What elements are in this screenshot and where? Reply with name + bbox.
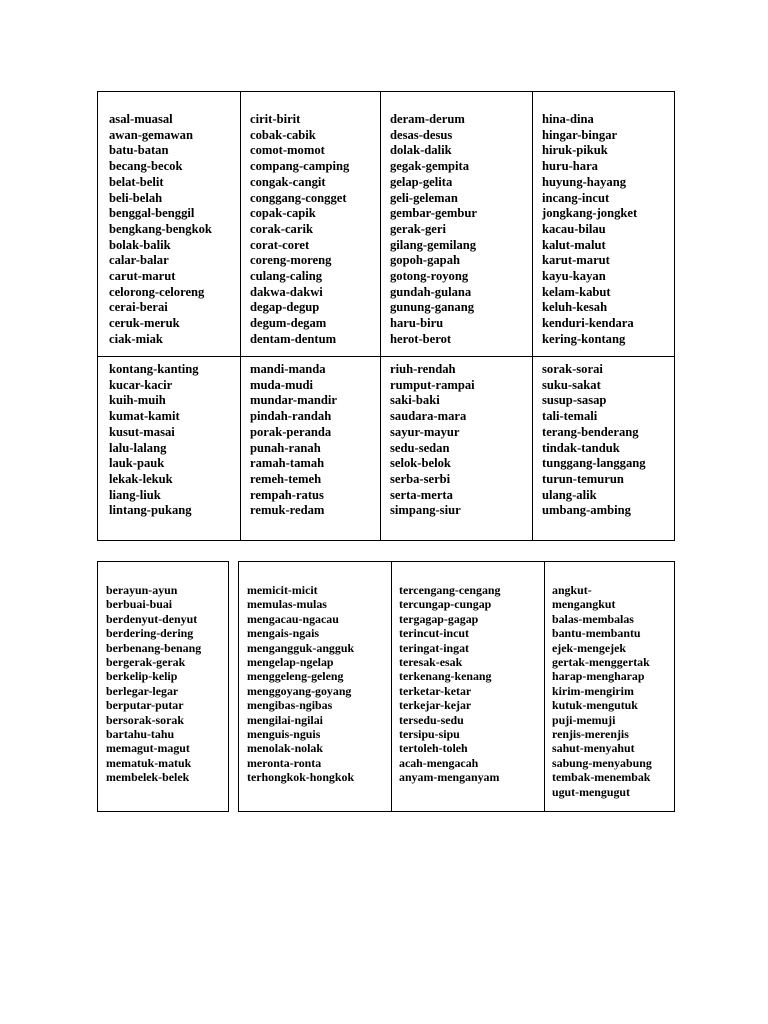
word-item: puji-memuji bbox=[552, 712, 616, 727]
word-item: beli-belah bbox=[109, 190, 163, 205]
word-item: asal-muasal bbox=[109, 112, 173, 126]
right-col3-cell bbox=[552, 583, 652, 799]
word-item: liang-liuk bbox=[109, 487, 161, 502]
word-item: susup-sasap bbox=[542, 393, 607, 408]
word-item: meronta-ronta bbox=[247, 755, 322, 770]
word-list bbox=[250, 362, 337, 519]
word-item: dentam-dentum bbox=[250, 331, 337, 346]
word-item: huyung-hayang bbox=[542, 174, 626, 189]
word-item: ulang-alik bbox=[542, 487, 597, 502]
word-item: berputar-putar bbox=[106, 698, 184, 713]
word-item: gerak-geri bbox=[390, 221, 446, 236]
word-item: mengangkut bbox=[552, 597, 616, 612]
word-item: rempah-ratus bbox=[250, 487, 324, 502]
word-item: corat-coret bbox=[250, 237, 310, 252]
word-item: berdering-dering bbox=[106, 626, 194, 641]
word-item: tersipu-sipu bbox=[399, 727, 460, 742]
word-item: terkenang-kenang bbox=[399, 669, 492, 684]
word-item: huru-hara bbox=[542, 159, 598, 174]
word-item: tercungap-cungap bbox=[399, 597, 492, 612]
word-item: selok-belok bbox=[390, 456, 451, 471]
word-item: desas-desus bbox=[390, 127, 453, 142]
word-item: gopoh-gapah bbox=[390, 253, 460, 268]
word-item: kayu-kayan bbox=[542, 269, 606, 284]
word-item: memagut-magut bbox=[106, 741, 190, 756]
word-item: tunggang-langgang bbox=[542, 456, 646, 471]
word-item: mundar-mandir bbox=[250, 393, 337, 408]
right-col2-cell bbox=[399, 583, 501, 785]
word-item: teringat-ingat bbox=[399, 640, 470, 655]
word-item: mengelap-ngelap bbox=[247, 655, 334, 670]
word-item: terketar-ketar bbox=[399, 683, 472, 698]
word-item: sabung-menyabung bbox=[552, 755, 652, 770]
word-item: harap-mengharap bbox=[552, 669, 645, 684]
word-item: mengilai-ngilai bbox=[247, 712, 323, 727]
word-item: berbuai-buai bbox=[106, 597, 173, 612]
word-item: gembar-gembur bbox=[390, 206, 477, 221]
word-item: renjis-merenjis bbox=[552, 727, 629, 742]
word-item: conggang-congget bbox=[250, 190, 347, 205]
word-item: umbang-ambing bbox=[542, 503, 631, 518]
word-item: sahut-menyahut bbox=[552, 741, 635, 756]
word-item: terincut-incut bbox=[399, 626, 470, 641]
word-item: kenduri-kendara bbox=[542, 316, 634, 331]
word-item: bartahu-tahu bbox=[106, 727, 175, 742]
right-col1-cell bbox=[247, 583, 354, 785]
word-item: serta-merta bbox=[390, 487, 453, 502]
word-item: kuih-muih bbox=[109, 393, 166, 408]
word-item: berdenyut-denyut bbox=[106, 611, 198, 626]
word-item: turun-temurun bbox=[542, 471, 624, 486]
word-item: deram-derum bbox=[390, 112, 465, 126]
word-item: simpang-siur bbox=[390, 503, 461, 518]
word-item: angkut- bbox=[552, 583, 592, 597]
word-item: kumat-kamit bbox=[109, 409, 180, 424]
word-item: saudara-mara bbox=[390, 409, 467, 424]
top-row1-col4-cell bbox=[542, 112, 637, 348]
left-table-cell bbox=[106, 583, 201, 785]
word-item: porak-peranda bbox=[250, 424, 332, 439]
word-item: culang-caling bbox=[250, 269, 323, 284]
word-item: bergerak-gerak bbox=[106, 655, 186, 670]
word-item: compang-camping bbox=[250, 159, 350, 174]
word-item: kontang-kanting bbox=[109, 362, 199, 376]
word-item: degum-degam bbox=[250, 316, 327, 331]
word-item: punah-ranah bbox=[250, 440, 321, 455]
word-item: menggoyang-goyang bbox=[247, 683, 352, 698]
word-item: ciak-miak bbox=[109, 331, 163, 346]
word-item: bantu-membantu bbox=[552, 626, 641, 641]
word-item: berayun-ayun bbox=[106, 583, 178, 597]
word-item: ramah-tamah bbox=[250, 456, 325, 471]
word-list bbox=[390, 362, 475, 519]
word-item: balas-membalas bbox=[552, 611, 634, 626]
word-item: lintang-pukang bbox=[109, 503, 192, 518]
word-list bbox=[542, 362, 646, 519]
word-item: kusut-masai bbox=[109, 424, 175, 439]
word-item: copak-capik bbox=[250, 206, 316, 221]
word-item: bengkang-bengkok bbox=[109, 221, 212, 236]
word-item: riuh-rendah bbox=[390, 362, 456, 376]
word-item: gunung-ganang bbox=[390, 300, 474, 315]
word-item: acah-mengacah bbox=[399, 755, 479, 770]
word-item: menguis-nguis bbox=[247, 727, 321, 742]
word-item: degap-degup bbox=[250, 300, 320, 315]
column-divider bbox=[391, 562, 392, 811]
word-item: tergagap-gagap bbox=[399, 611, 479, 626]
word-item: tindak-tanduk bbox=[542, 440, 620, 455]
word-item: geli-geleman bbox=[390, 190, 458, 205]
word-item: kering-kontang bbox=[542, 331, 626, 346]
word-item: mematuk-matuk bbox=[106, 755, 192, 770]
word-list bbox=[247, 583, 354, 785]
word-list bbox=[542, 112, 637, 348]
word-item: bersorak-sorak bbox=[106, 712, 184, 727]
word-item: ugut-mengugut bbox=[552, 784, 630, 799]
word-item: teresak-esak bbox=[399, 655, 463, 670]
word-item: cirit-birit bbox=[250, 112, 301, 126]
word-item: jongkang-jongket bbox=[542, 206, 638, 221]
word-list bbox=[109, 362, 199, 519]
word-item: anyam-menganyam bbox=[399, 770, 500, 785]
word-item: gelap-gelita bbox=[390, 174, 453, 189]
word-item: benggal-benggil bbox=[109, 206, 195, 221]
word-item: kutuk-mengutuk bbox=[552, 698, 638, 713]
word-item: belat-belit bbox=[109, 174, 164, 189]
word-item: dakwa-dakwi bbox=[250, 284, 323, 299]
word-item: menggeleng-geleng bbox=[247, 669, 344, 684]
word-item: coreng-moreng bbox=[250, 253, 332, 268]
word-item: memicit-micit bbox=[247, 583, 318, 597]
word-item: tersedu-sedu bbox=[399, 712, 464, 727]
word-item: karut-marut bbox=[542, 253, 610, 268]
word-item: rumput-rampai bbox=[390, 377, 475, 392]
word-item: terkejar-kejar bbox=[399, 698, 472, 713]
word-item: carut-marut bbox=[109, 269, 176, 284]
word-item: gundah-gulana bbox=[390, 284, 472, 299]
word-item: lauk-pauk bbox=[109, 456, 165, 471]
word-item: hiruk-pikuk bbox=[542, 143, 608, 158]
word-item: lekak-lekuk bbox=[109, 471, 173, 486]
top-row2-col2-cell bbox=[250, 362, 337, 519]
word-item: mandi-manda bbox=[250, 362, 326, 376]
word-item: comot-momot bbox=[250, 143, 325, 158]
word-item: saki-baki bbox=[390, 393, 440, 408]
word-list bbox=[109, 112, 212, 348]
word-item: mengibas-ngibas bbox=[247, 698, 333, 713]
word-item: bolak-balik bbox=[109, 237, 171, 252]
word-item: membelek-belek bbox=[106, 770, 190, 785]
top-row1-col2-cell bbox=[250, 112, 349, 348]
word-item: congak-cangit bbox=[250, 174, 326, 189]
word-item: tercengang-cengang bbox=[399, 583, 501, 597]
word-item: tali-temali bbox=[542, 409, 598, 424]
word-item: berbenang-benang bbox=[106, 640, 202, 655]
word-item: tembak-menembak bbox=[552, 770, 651, 785]
word-item: gotong-royong bbox=[390, 269, 469, 284]
word-item: haru-biru bbox=[390, 316, 444, 331]
word-item: terhongkok-hongkok bbox=[247, 770, 355, 785]
word-list bbox=[390, 112, 477, 348]
word-item: gilang-gemilang bbox=[390, 237, 477, 252]
word-list bbox=[250, 112, 349, 348]
column-divider bbox=[240, 92, 241, 540]
word-item: cerai-berai bbox=[109, 300, 168, 315]
word-item: gertak-menggertak bbox=[552, 655, 650, 670]
word-item: gegak-gempita bbox=[390, 159, 470, 174]
word-item: kucar-kacir bbox=[109, 377, 173, 392]
word-item: menolak-nolak bbox=[247, 741, 323, 756]
word-item: muda-mudi bbox=[250, 377, 313, 392]
word-item: hingar-bingar bbox=[542, 127, 618, 142]
word-item: ejek-mengejek bbox=[552, 640, 626, 655]
row-divider bbox=[98, 356, 674, 357]
column-divider bbox=[532, 92, 533, 540]
top-row1-col3-cell bbox=[390, 112, 477, 348]
left-word-table bbox=[97, 561, 229, 812]
word-item: dolak-dalik bbox=[390, 143, 452, 158]
word-list bbox=[552, 583, 652, 799]
word-item: sorak-sorai bbox=[542, 362, 603, 376]
word-item: mengais-ngais bbox=[247, 626, 320, 641]
word-item: incang-incut bbox=[542, 190, 610, 205]
word-list bbox=[399, 583, 501, 785]
word-item: remuk-redam bbox=[250, 503, 325, 518]
word-item: tertoleh-toleh bbox=[399, 741, 468, 756]
word-item: calar-balar bbox=[109, 253, 169, 268]
word-item: keluh-kesah bbox=[542, 300, 608, 315]
word-item: kirim-mengirim bbox=[552, 683, 634, 698]
column-divider bbox=[544, 562, 545, 811]
word-item: serba-serbi bbox=[390, 471, 451, 486]
word-item: sayur-mayur bbox=[390, 424, 460, 439]
word-item: awan-gemawan bbox=[109, 127, 193, 142]
top-row1-col1-cell bbox=[109, 112, 212, 348]
word-item: herot-berot bbox=[390, 331, 452, 346]
word-item: mengangguk-angguk bbox=[247, 640, 355, 655]
top-word-table bbox=[97, 91, 675, 541]
word-item: cobak-cabik bbox=[250, 127, 316, 142]
word-item: lalu-lalang bbox=[109, 440, 167, 455]
right-word-table bbox=[238, 561, 675, 812]
word-item: becang-becok bbox=[109, 159, 183, 174]
word-item: batu-batan bbox=[109, 143, 169, 158]
word-item: berlegar-legar bbox=[106, 683, 179, 698]
word-item: memulas-mulas bbox=[247, 597, 327, 612]
word-item: corak-carik bbox=[250, 221, 313, 236]
word-item: kelam-kabut bbox=[542, 284, 611, 299]
word-item: mengacau-ngacau bbox=[247, 611, 339, 626]
word-item: suku-sakat bbox=[542, 377, 601, 392]
top-row2-col1-cell bbox=[109, 362, 199, 519]
word-list bbox=[106, 583, 201, 785]
word-item: celorong-celoreng bbox=[109, 284, 205, 299]
top-row2-col3-cell bbox=[390, 362, 475, 519]
top-row2-col4-cell bbox=[542, 362, 646, 519]
word-item: pindah-randah bbox=[250, 409, 332, 424]
word-item: sedu-sedan bbox=[390, 440, 450, 455]
word-item: ceruk-meruk bbox=[109, 316, 180, 331]
word-item: berkelip-kelip bbox=[106, 669, 178, 684]
word-item: hina-dina bbox=[542, 112, 594, 126]
word-item: kacau-bilau bbox=[542, 221, 606, 236]
column-divider bbox=[380, 92, 381, 540]
word-item: remeh-temeh bbox=[250, 471, 322, 486]
word-item: kalut-malut bbox=[542, 237, 606, 252]
word-item: terang-benderang bbox=[542, 424, 639, 439]
